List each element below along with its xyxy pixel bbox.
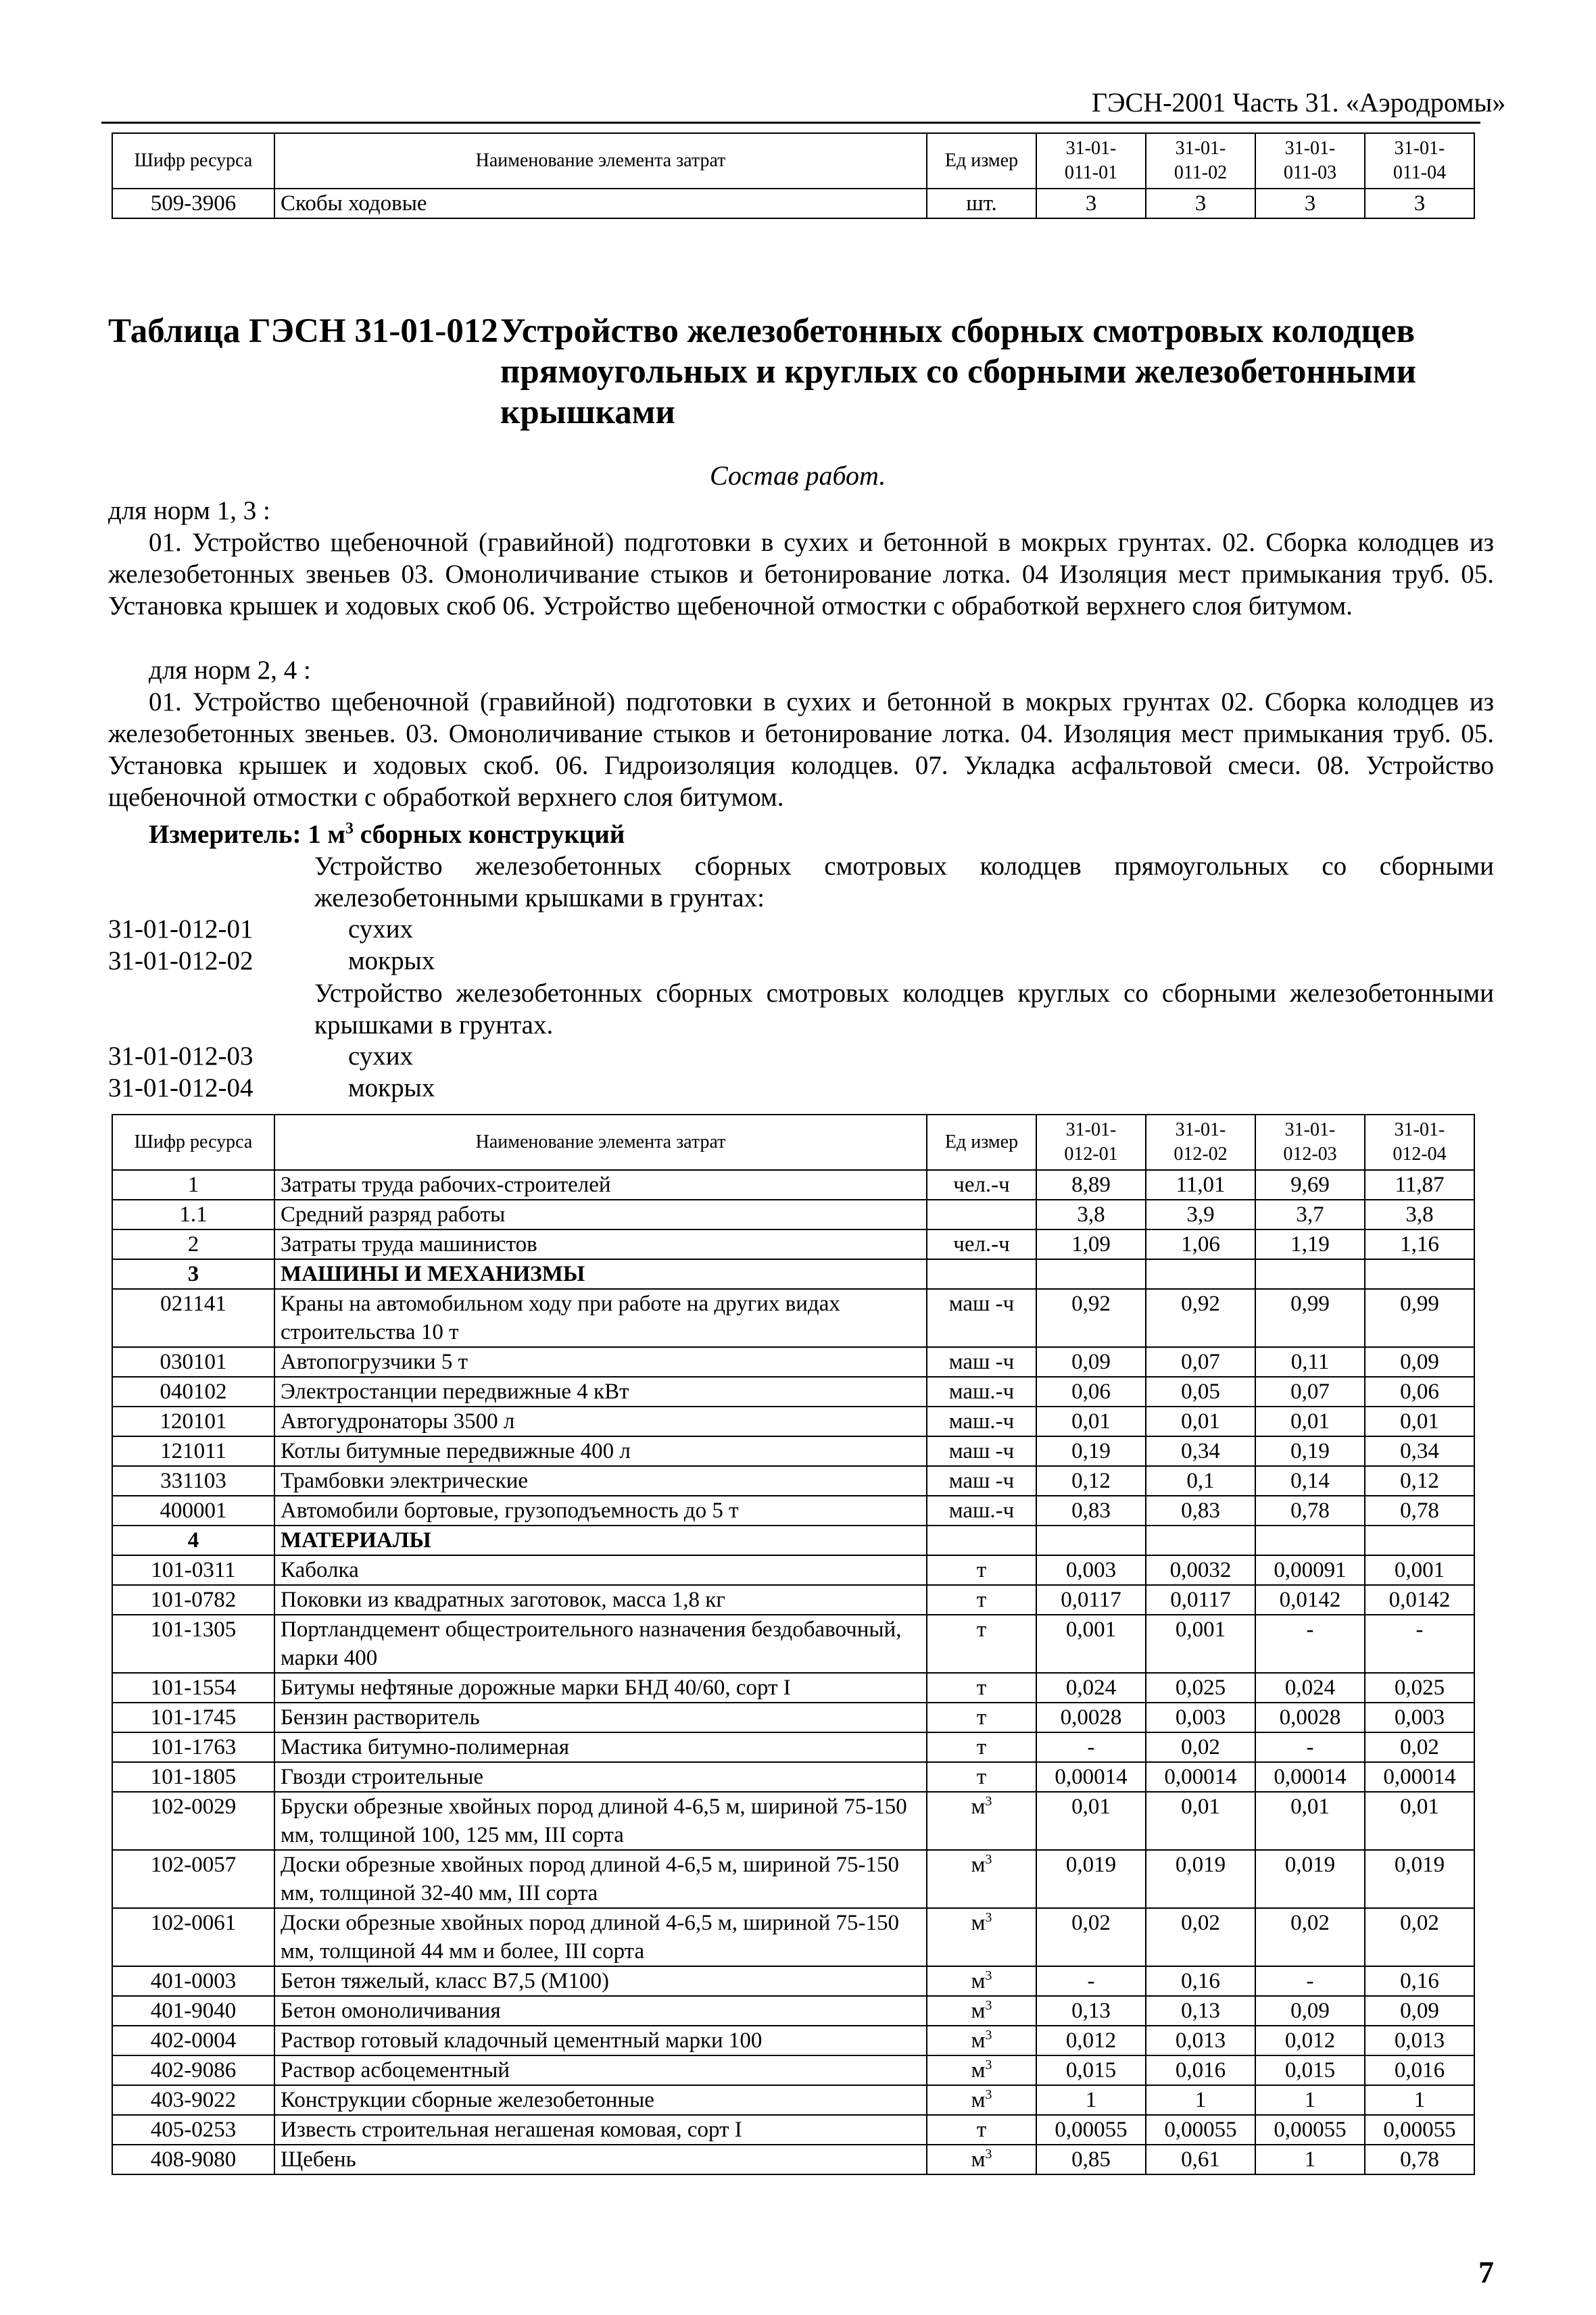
table-row (112, 189, 1474, 218)
table-row (112, 1407, 1474, 1436)
table-row (112, 1377, 1474, 1407)
cell-v1: 0,024 (1036, 1673, 1146, 1703)
norm-item: 31-01-012-03 сухих (108, 1042, 414, 1071)
cell-v4 (1365, 1259, 1474, 1289)
cell-v2: 0,02 (1146, 1908, 1255, 1966)
cell-v1: 0,019 (1036, 1850, 1146, 1908)
cell-v2: 0,1 (1146, 1466, 1255, 1496)
cell-code: 4 (112, 1526, 274, 1555)
cell-v3: 0,015 (1255, 2055, 1365, 2085)
cell-v1: 8,89 (1036, 1170, 1146, 1200)
cell-code: 2 (112, 1229, 274, 1259)
cell-code: 400001 (112, 1496, 274, 1526)
cell-v1: 0,85 (1036, 2145, 1146, 2174)
cell-v1: 0,09 (1036, 1347, 1146, 1377)
cell-unit: чел.-ч (927, 1170, 1036, 1200)
table-row (112, 1526, 1474, 1555)
cell-v1: 0,13 (1036, 1996, 1146, 2026)
cell-v3: 9,69 (1255, 1170, 1365, 1200)
cell-code: 1 (112, 1170, 274, 1200)
cell-unit: маш.-ч (927, 1496, 1036, 1526)
cell-code: 030101 (112, 1347, 274, 1377)
cell-v4: 0,78 (1365, 1496, 1474, 1526)
resource-table-header (112, 1115, 1474, 1170)
cell-v2: 0,83 (1146, 1496, 1255, 1526)
table-row (112, 1615, 1474, 1673)
cell-v3: 0,02 (1255, 1908, 1365, 1966)
cell-v3: 0,01 (1255, 1407, 1365, 1436)
cell-v2: 0,0032 (1146, 1555, 1255, 1585)
header-col1: 31-01- 012-01 (1036, 1115, 1146, 1170)
cell-v2: 0,92 (1146, 1289, 1255, 1347)
cell-v3: - (1255, 1615, 1365, 1673)
cell-v4: 0,02 (1365, 1732, 1474, 1762)
cell-v4: 0,01 (1365, 1407, 1474, 1436)
cell-v1: 0,001 (1036, 1615, 1146, 1673)
cell-v3: 0,0028 (1255, 1703, 1365, 1732)
cell-unit (927, 1200, 1036, 1229)
table-row (112, 1289, 1474, 1347)
cell-unit: чел.-ч (927, 1229, 1036, 1259)
norm-item: 31-01-012-04 мокрых (108, 1073, 435, 1102)
page-number: 7 (1478, 2255, 1494, 2289)
norm-item: 31-01-012-01 сухих (108, 915, 414, 944)
cell-v1: 0,19 (1036, 1436, 1146, 1466)
cell-v2: 0,013 (1146, 2026, 1255, 2055)
cell-name: Затраты труда машинистов (274, 1229, 927, 1259)
cell-name: Скобы ходовые (274, 189, 927, 218)
cell-unit: маш -ч (927, 1347, 1036, 1377)
table-row (112, 2115, 1474, 2145)
cell-code: 101-1745 (112, 1703, 274, 1732)
table-row (112, 1703, 1474, 1732)
table-row (112, 1996, 1474, 2026)
cell-name: Бетон тяжелый, класс В7,5 (М100) (274, 1966, 927, 1996)
cell-v2: 0,019 (1146, 1850, 1255, 1908)
cell-v2: 0,16 (1146, 1966, 1255, 1996)
cell-unit: $м^3$ (927, 2055, 1036, 2085)
header-col4: 31-01- 012-04 (1365, 1115, 1474, 1170)
cell-name: Электростанции передвижные 4 кВт (274, 1377, 927, 1407)
cell-unit: т (927, 1673, 1036, 1703)
cell-v3: 0,00055 (1255, 2115, 1365, 2145)
table-row (112, 1762, 1474, 1792)
cell-v2: 1 (1146, 2085, 1255, 2115)
cell-name: МАШИНЫ И МЕХАНИЗМЫ (274, 1259, 927, 1289)
cell-name: Котлы битумные передвижные 400 л (274, 1436, 927, 1466)
cell-code: 402-9086 (112, 2055, 274, 2085)
norm-item: 31-01-012-02 мокрых (108, 946, 435, 975)
cell-v2 (1146, 1526, 1255, 1555)
top-table (112, 132, 1475, 219)
cell-code: 401-0003 (112, 1966, 274, 1996)
table-title-text: Устройство железобетонных сборных смотровых колодцев прямоугольных и круглых со сборными железобетонными крышками (500, 312, 1417, 431)
cell-code: 509-3906 (112, 189, 274, 218)
cell-v4 (1365, 1526, 1474, 1555)
table-row (112, 1466, 1474, 1496)
cell-v2: 0,0117 (1146, 1585, 1255, 1615)
cell-v2: 0,61 (1146, 2145, 1255, 2174)
cell-code: 331103 (112, 1466, 274, 1496)
cell-v4: 0,00014 (1365, 1762, 1474, 1792)
cell-unit: $м^3$ (927, 2085, 1036, 2115)
cell-unit: т (927, 1555, 1036, 1585)
cell-unit: т (927, 1615, 1036, 1673)
cell-v4: 1,16 (1365, 1229, 1474, 1259)
cell-v3: 3 (1255, 189, 1365, 218)
top-header-unit: Ед измер (927, 133, 1036, 189)
table-row (112, 1792, 1474, 1850)
cell-v3: 0,019 (1255, 1850, 1365, 1908)
cell-v2: 0,003 (1146, 1703, 1255, 1732)
cell-v2: 0,34 (1146, 1436, 1255, 1466)
cell-code: 021141 (112, 1289, 274, 1347)
top-header-name: Наименование элемента затрат (274, 133, 927, 189)
cell-name: МАТЕРИАЛЫ (274, 1526, 927, 1555)
table-row (112, 1170, 1474, 1200)
cell-v2: 0,05 (1146, 1377, 1255, 1407)
cell-name: Поковки из квадратных заготовок, масса 1,8 кг (274, 1585, 927, 1615)
cell-v3: 0,09 (1255, 1996, 1365, 2026)
cell-name: Автопогрузчики 5 т (274, 1347, 927, 1377)
cell-v1: 0,003 (1036, 1555, 1146, 1585)
top-header-code: Шифр ресурса (112, 133, 274, 189)
cell-v2: 0,001 (1146, 1615, 1255, 1673)
norms-13-label: для норм 1, 3 : (108, 496, 270, 525)
cell-name: Затраты труда рабочих-строителей (274, 1170, 927, 1200)
cell-name: Раствор готовый кладочный цементный марки 100 (274, 2026, 927, 2055)
cell-name: Конструкции сборные железобетонные (274, 2085, 927, 2115)
table-row (112, 1673, 1474, 1703)
cell-v4: - (1365, 1615, 1474, 1673)
cell-code: 101-0782 (112, 1585, 274, 1615)
running-header: ГЭСН-2001 Часть 31. «Аэродромы» (1092, 87, 1506, 118)
cell-code: 1.1 (112, 1200, 274, 1229)
cell-v2: 0,13 (1146, 1996, 1255, 2026)
cell-name: Гвозди строительные (274, 1762, 927, 1792)
table-row (112, 1436, 1474, 1466)
cell-v1: 0,12 (1036, 1466, 1146, 1496)
table-row (112, 1966, 1474, 1996)
cell-v2: 3,9 (1146, 1200, 1255, 1229)
cell-name: Доски обрезные хвойных пород длиной 4-6,5 м, шириной 75-150 мм, толщиной 32-40 мм, III сорта (274, 1850, 927, 1908)
cell-v2: 3 (1146, 189, 1255, 218)
cell-unit: маш.-ч (927, 1407, 1036, 1436)
header-col2: 31-01- 012-02 (1146, 1115, 1255, 1170)
cell-v1: 0,012 (1036, 2026, 1146, 2055)
cell-v4: 0,12 (1365, 1466, 1474, 1496)
cell-v2: 0,02 (1146, 1732, 1255, 1762)
cell-v3: 0,07 (1255, 1377, 1365, 1407)
meter-label: Измеритель: (149, 820, 301, 849)
cell-v1: - (1036, 1966, 1146, 1996)
cell-v4: 0,003 (1365, 1703, 1474, 1732)
cell-code: 401-9040 (112, 1996, 274, 2026)
table-row (112, 2145, 1474, 2174)
cell-unit: $м^3$ (927, 1792, 1036, 1850)
norm-group-round: Устройство железобетонных сборных смотровых колодцев круглых со сборными железобетонными крышками в грунтах. (314, 979, 1494, 1040)
cell-v4: 0,01 (1365, 1792, 1474, 1850)
cell-v4: 0,001 (1365, 1555, 1474, 1585)
table-row (112, 1850, 1474, 1908)
cell-v3: 1 (1255, 2145, 1365, 2174)
cell-v1: 0,01 (1036, 1407, 1146, 1436)
cell-v2: 0,00014 (1146, 1762, 1255, 1792)
cell-unit: маш.-ч (927, 1377, 1036, 1407)
meter-line (149, 819, 625, 850)
cell-v2: 0,025 (1146, 1673, 1255, 1703)
cell-v1: 1,09 (1036, 1229, 1146, 1259)
cell-v1: 0,01 (1036, 1792, 1146, 1850)
cell-v1: 3 (1036, 189, 1146, 218)
cell-v4: 0,09 (1365, 1996, 1474, 2026)
cell-v1: 3,8 (1036, 1200, 1146, 1229)
cell-name: Портландцемент общестроительного назначения бездобавочный, марки 400 (274, 1615, 927, 1673)
cell-v2 (1146, 1259, 1255, 1289)
cell-v1: 0,02 (1036, 1908, 1146, 1966)
cell-name: Краны на автомобильном ходу при работе на других видах строительства 10 т (274, 1289, 927, 1347)
cell-v1: 0,0028 (1036, 1703, 1146, 1732)
cell-name: Трамбовки электрические (274, 1466, 927, 1496)
cell-v2: 0,00055 (1146, 2115, 1255, 2145)
cell-name: Бетон омоноличивания (274, 1996, 927, 2026)
cell-unit: $м^3$ (927, 1850, 1036, 1908)
cell-unit: $м^3$ (927, 2145, 1036, 2174)
cell-code: 121011 (112, 1436, 274, 1466)
cell-name: Щебень (274, 2145, 927, 2174)
cell-v4: 0,99 (1365, 1289, 1474, 1347)
cell-v3: 0,19 (1255, 1436, 1365, 1466)
table-row (112, 2055, 1474, 2085)
cell-v3: 3,7 (1255, 1200, 1365, 1229)
cell-v3: 0,0142 (1255, 1585, 1365, 1615)
cell-v4: 0,09 (1365, 1347, 1474, 1377)
cell-v2: 0,01 (1146, 1407, 1255, 1436)
table-row (112, 2026, 1474, 2055)
cell-unit: маш -ч (927, 1436, 1036, 1466)
cell-code: 405-0253 (112, 2115, 274, 2145)
cell-v4: 0,06 (1365, 1377, 1474, 1407)
cell-unit: т (927, 1703, 1036, 1732)
cell-v4: 3 (1365, 189, 1474, 218)
table-title-number: Таблица ГЭСН 31-01-012 (108, 312, 498, 350)
cell-v3: 1 (1255, 2085, 1365, 2115)
cell-name: Автомобили бортовые, грузоподъемность до 5 т (274, 1496, 927, 1526)
cell-code: 408-9080 (112, 2145, 274, 2174)
cell-v4: 0,00055 (1365, 2115, 1474, 2145)
cell-code: 101-1763 (112, 1732, 274, 1762)
norms-13-block (108, 495, 1494, 622)
cell-unit: маш -ч (927, 1289, 1036, 1347)
meter-value: 1 $м^3$ (308, 820, 354, 849)
cell-v1 (1036, 1526, 1146, 1555)
norms-24-label: для норм 2, 4 : (149, 656, 311, 685)
top-header-col2: 31-01- 011-02 (1146, 133, 1255, 189)
cell-unit: маш -ч (927, 1466, 1036, 1496)
header-name: Наименование элемента затрат (274, 1115, 927, 1170)
meter-suffix: сборных конструкций (360, 820, 625, 849)
cell-code: 101-1805 (112, 1762, 274, 1792)
cell-v1: 0,92 (1036, 1289, 1146, 1347)
cell-v1: 0,015 (1036, 2055, 1146, 2085)
table-row (112, 1496, 1474, 1526)
table-row (112, 2085, 1474, 2115)
cell-v1 (1036, 1259, 1146, 1289)
cell-name: Автогудронаторы 3500 л (274, 1407, 927, 1436)
top-header-col3: 31-01- 011-03 (1255, 133, 1365, 189)
cell-v1: 0,00014 (1036, 1762, 1146, 1792)
cell-v3: 0,024 (1255, 1673, 1365, 1703)
header-unit: Ед измер (927, 1115, 1036, 1170)
cell-v4: 0,0142 (1365, 1585, 1474, 1615)
table-row (112, 1908, 1474, 1966)
header-rule (101, 122, 1480, 124)
cell-v4: 0,016 (1365, 2055, 1474, 2085)
cell-unit: $м^3$ (927, 2026, 1036, 2055)
table-row (112, 1732, 1474, 1762)
table-row (112, 1259, 1474, 1289)
cell-name: Битумы нефтяные дорожные марки БНД 40/60, сорт I (274, 1673, 927, 1703)
cell-v3: 0,00091 (1255, 1555, 1365, 1585)
table-row (112, 1585, 1474, 1615)
cell-v4: 1 (1365, 2085, 1474, 2115)
top-header-col1: 31-01- 011-01 (1036, 133, 1146, 189)
cell-name: Каболка (274, 1555, 927, 1585)
cell-name: Средний разряд работы (274, 1200, 927, 1229)
cell-v4: 0,02 (1365, 1908, 1474, 1966)
cell-v4: 0,013 (1365, 2026, 1474, 2055)
norms-24-block (108, 654, 1494, 813)
cell-v2: 11,01 (1146, 1170, 1255, 1200)
norm-group-rect: Устройство железобетонных сборных смотровых колодцев прямоугольных со сборными железобетонными крышками в грунтах: (314, 852, 1494, 912)
cell-v4: 0,34 (1365, 1436, 1474, 1466)
cell-v3: 0,00014 (1255, 1762, 1365, 1792)
header-col3: 31-01- 012-03 (1255, 1115, 1365, 1170)
cell-v4: 0,019 (1365, 1850, 1474, 1908)
cell-v2: 0,016 (1146, 2055, 1255, 2085)
cell-code: 402-0004 (112, 2026, 274, 2055)
cell-v2: 0,07 (1146, 1347, 1255, 1377)
cell-code: 101-0311 (112, 1555, 274, 1585)
cell-v1: - (1036, 1732, 1146, 1762)
cell-v3: 0,78 (1255, 1496, 1365, 1526)
cell-code: 120101 (112, 1407, 274, 1436)
cell-v1: 0,06 (1036, 1377, 1146, 1407)
cell-unit: т (927, 1732, 1036, 1762)
cell-v3: 0,99 (1255, 1289, 1365, 1347)
cell-code: 403-9022 (112, 2085, 274, 2115)
cell-unit: т (927, 2115, 1036, 2145)
cell-v1: 0,00055 (1036, 2115, 1146, 2145)
cell-code: 102-0057 (112, 1850, 274, 1908)
cell-unit: $м^3$ (927, 1966, 1036, 1996)
cell-v3: 0,012 (1255, 2026, 1365, 2055)
cell-v4: 0,78 (1365, 2145, 1474, 2174)
cell-v4: 3,8 (1365, 1200, 1474, 1229)
cell-code: 101-1305 (112, 1615, 274, 1673)
composition-label: Состав работ. (710, 460, 886, 491)
header-code: Шифр ресурса (112, 1115, 274, 1170)
resource-table (112, 1114, 1475, 2175)
cell-name: Доски обрезные хвойных пород длиной 4-6,5 м, шириной 75-150 мм, толщиной 44 мм и более, III сорта (274, 1908, 927, 1966)
cell-name: Раствор асбоцементный (274, 2055, 927, 2085)
cell-v3: 0,11 (1255, 1347, 1365, 1377)
cell-unit: $м^3$ (927, 1908, 1036, 1966)
cell-v3: 0,01 (1255, 1792, 1365, 1850)
cell-v2: 1,06 (1146, 1229, 1255, 1259)
cell-unit: т (927, 1762, 1036, 1792)
norms-24-text: 01. Устройство щебеночной (гравийной) подготовки в сухих и бетонной в мокрых грунтах 02. Сборка колодцев из железобетонных звеньев. 03. Омоноличивание стыков и бетонирование лотка. 04. Изоляция мест примыкания труб. 05. Установка крышек и ходовых скоб. 06. Гидроизоляция колодцев. 07. Укладка асфальтовой смеси. 08. Устройство щебеночной отмостки с обработкой верхнего слоя битумом. (108, 687, 1494, 812)
cell-unit: шт. (927, 189, 1036, 218)
cell-v3: - (1255, 1966, 1365, 1996)
table-row (112, 1229, 1474, 1259)
cell-name: Бензин растворитель (274, 1703, 927, 1732)
cell-v3: - (1255, 1732, 1365, 1762)
cell-code: 3 (112, 1259, 274, 1289)
cell-unit: т (927, 1585, 1036, 1615)
cell-code: 102-0061 (112, 1908, 274, 1966)
cell-code: 102-0029 (112, 1792, 274, 1850)
table-row (112, 1200, 1474, 1229)
norms-13-text: 01. Устройство щебеночной (гравийной) подготовки в сухих и бетонной в мокрых грунтах. 02. Сборка колодцев из железобетонных звеньев 03. Омоноличивание стыков и бетонирование лотка. 04 Изоляция мест примыкания труб. 05. Установка крышек и ходовых скоб 06. Устройство щебеночной отмостки с обработкой верхнего слоя битумом. (108, 528, 1494, 620)
cell-v4: 0,025 (1365, 1673, 1474, 1703)
cell-v4: 11,87 (1365, 1170, 1474, 1200)
table-row (112, 1555, 1474, 1585)
cell-v3 (1255, 1526, 1365, 1555)
cell-code: 040102 (112, 1377, 274, 1407)
cell-unit (927, 1526, 1036, 1555)
cell-code: 101-1554 (112, 1673, 274, 1703)
cell-v1: 0,83 (1036, 1496, 1146, 1526)
cell-unit (927, 1259, 1036, 1289)
table-title (108, 311, 1494, 433)
cell-v2: 0,01 (1146, 1792, 1255, 1850)
cell-unit: $м^3$ (927, 1996, 1036, 2026)
top-table-header (112, 133, 1474, 189)
cell-name: Бруски обрезные хвойных пород длиной 4-6,5 м, шириной 75-150 мм, толщиной 100, 125 мм, III сорта (274, 1792, 927, 1850)
table-row (112, 1347, 1474, 1377)
cell-name: Мастика битумно-полимерная (274, 1732, 927, 1762)
top-header-col4: 31-01- 011-04 (1365, 133, 1474, 189)
cell-name: Известь строительная негашеная комовая, сорт I (274, 2115, 927, 2145)
cell-v3 (1255, 1259, 1365, 1289)
cell-v1: 1 (1036, 2085, 1146, 2115)
cell-v3: 1,19 (1255, 1229, 1365, 1259)
cell-v3: 0,14 (1255, 1466, 1365, 1496)
cell-v1: 0,0117 (1036, 1585, 1146, 1615)
cell-v4: 0,16 (1365, 1966, 1474, 1996)
